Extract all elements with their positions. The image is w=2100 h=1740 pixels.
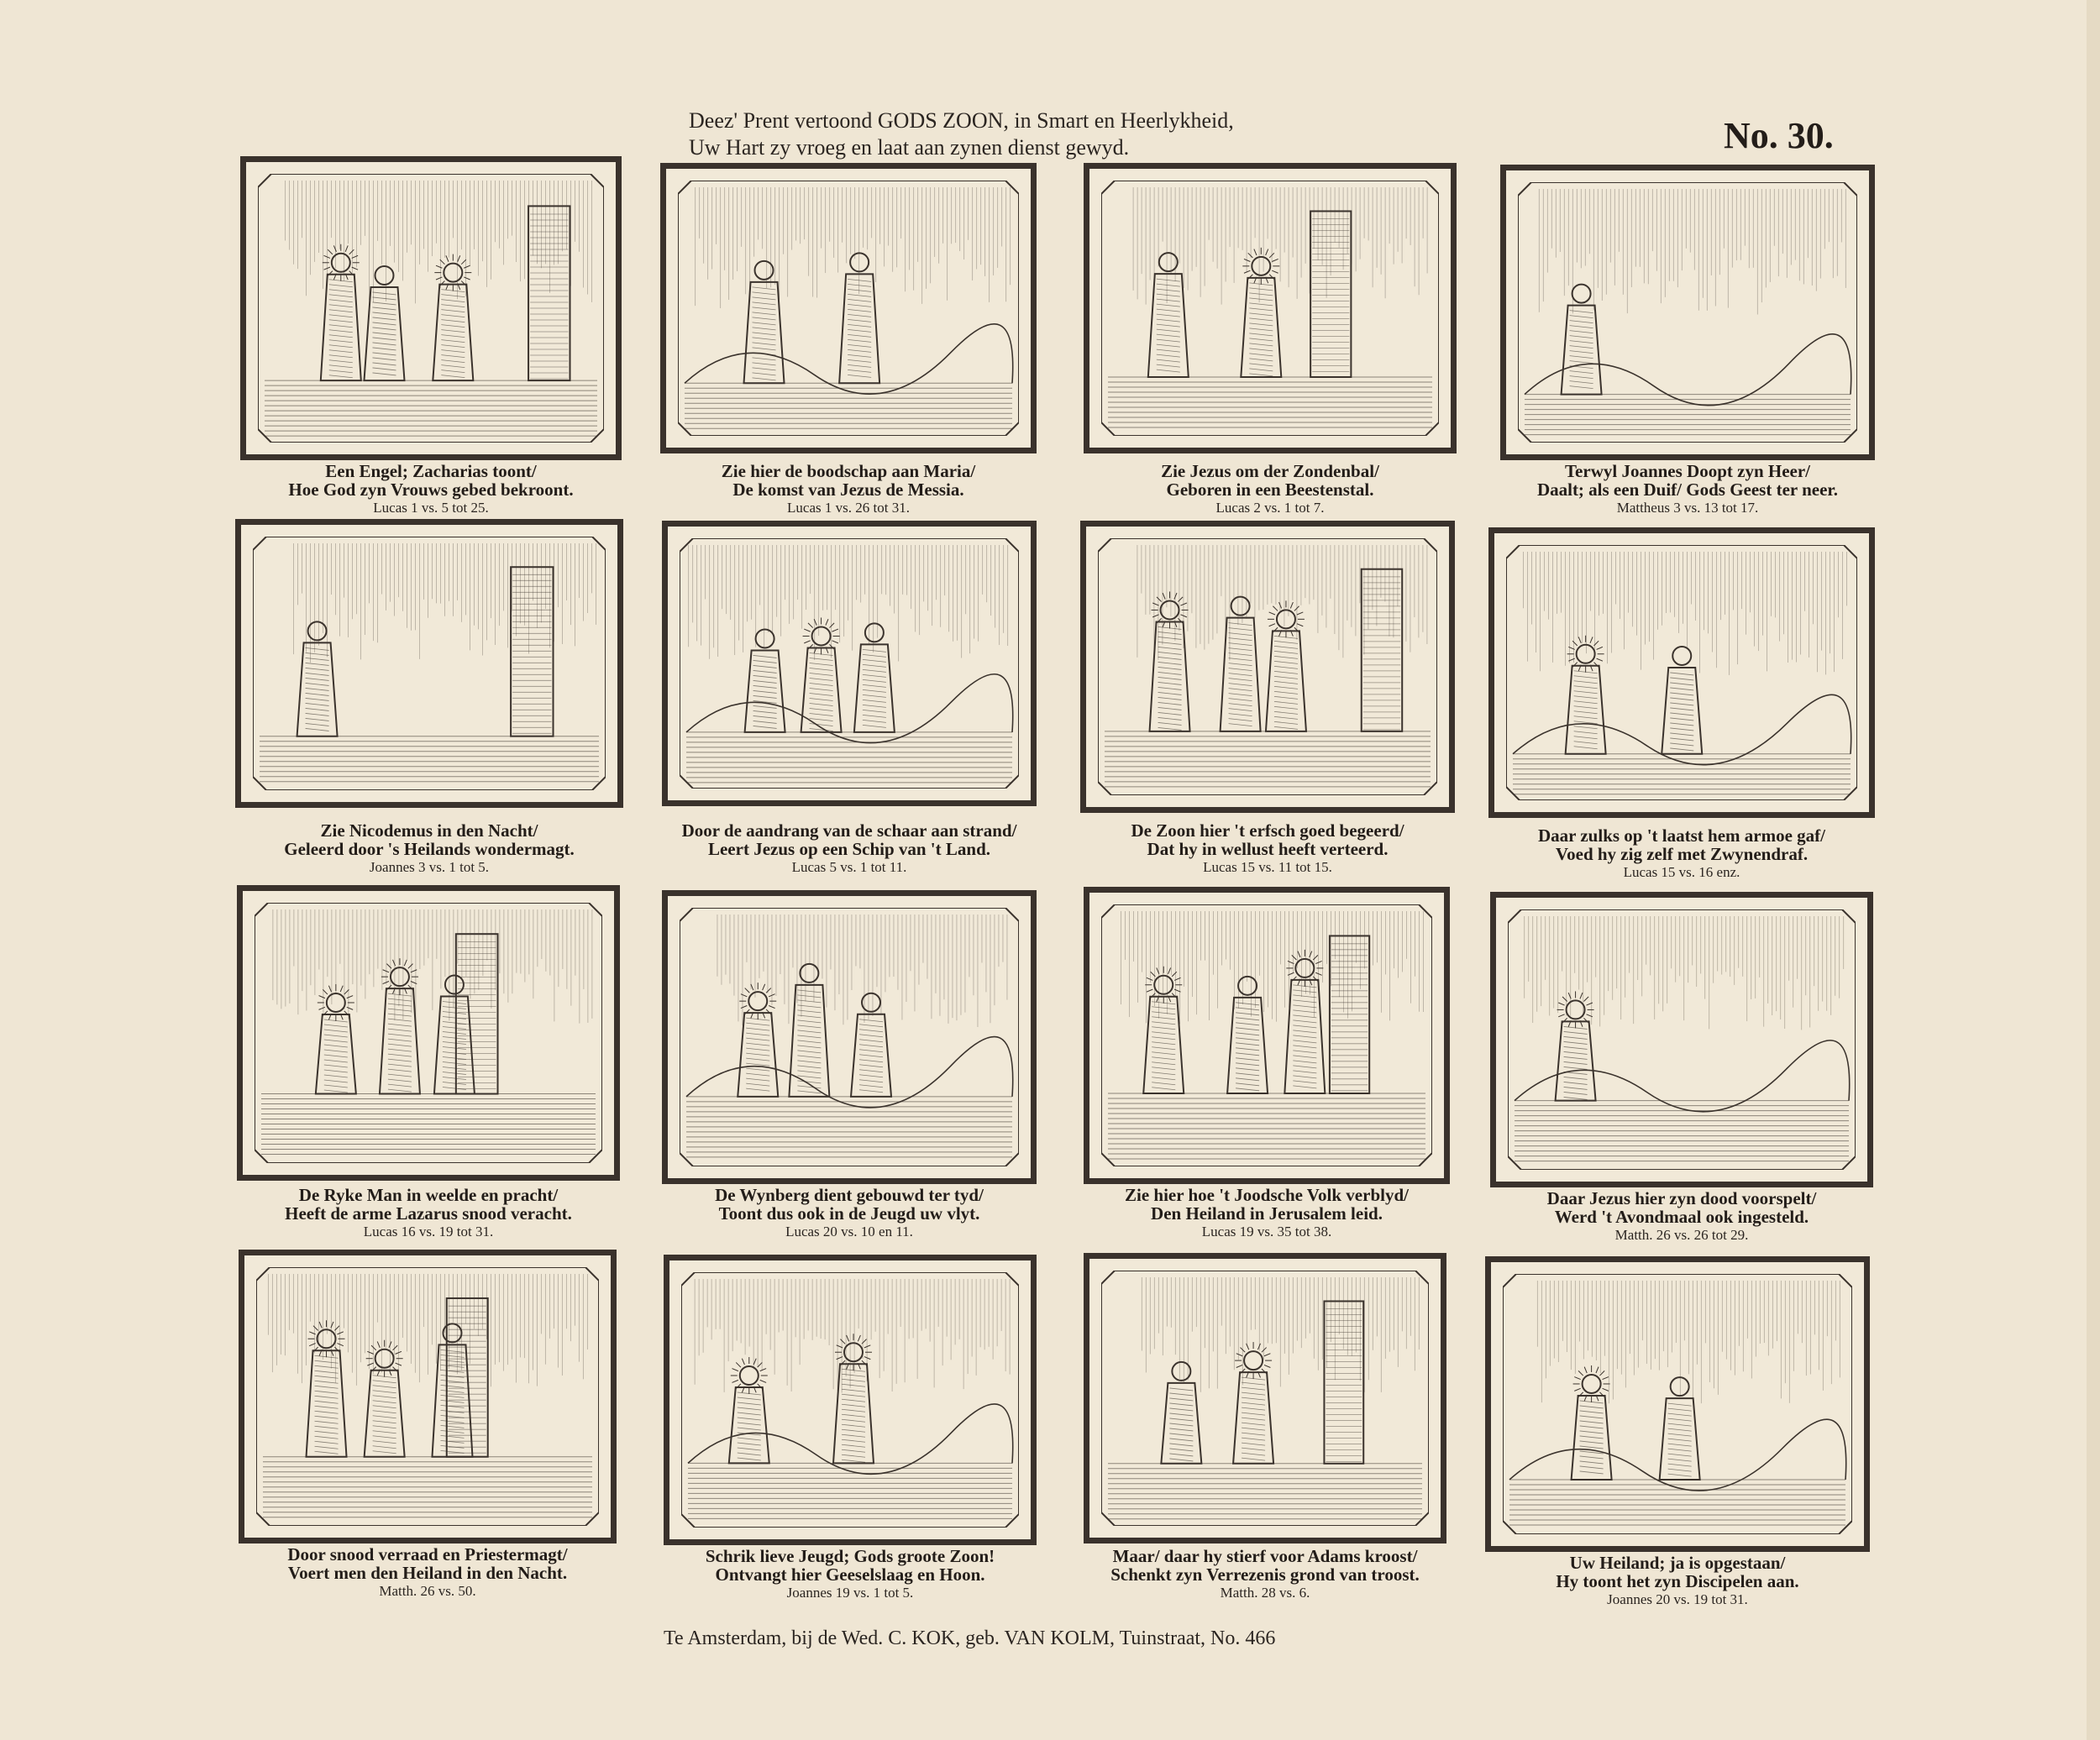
- caption-line-2: Schenkt zyn Verrezenis grond van troost.: [1110, 1564, 1420, 1585]
- woodcut-illustration: [1098, 538, 1437, 795]
- woodcut-panel-9: [237, 885, 620, 1181]
- caption-line-1: Daar Jezus hier zyn dood voorspelt/: [1546, 1188, 1817, 1208]
- scripture-reference: Lucas 5 vs. 1 tot 11.: [791, 859, 907, 875]
- caption-3: [1084, 462, 1457, 517]
- caption-4: [1500, 462, 1875, 517]
- woodcut-illustration: [678, 181, 1019, 436]
- scripture-reference: Lucas 1 vs. 26 tot 31.: [787, 500, 910, 516]
- caption-line-1: Zie Jezus om der Zondenbal/: [1161, 461, 1379, 481]
- scripture-reference: Lucas 1 vs. 5 tot 25.: [373, 500, 489, 516]
- woodcut-frame: [240, 156, 622, 460]
- printer-imprint: Te Amsterdam, bij de Wed. C. KOK, geb. VAN KOLM, Tuinstraat, No. 466: [664, 1627, 1276, 1649]
- woodcut-illustration: [255, 903, 602, 1163]
- caption-line-2: De komst van Jezus de Messia.: [732, 480, 964, 500]
- woodcut-illustration: [1506, 545, 1857, 800]
- woodcut-panel-14: [664, 1255, 1037, 1545]
- woodcut-panel-5: [235, 519, 623, 808]
- caption-line-2: Voert men den Heiland in den Nacht.: [287, 1563, 568, 1583]
- woodcut-frame: [1084, 1253, 1446, 1543]
- woodcut-illustration: [253, 537, 606, 790]
- woodcut-illustration: [1101, 1271, 1429, 1526]
- caption-16: [1485, 1554, 1870, 1609]
- woodcut-panel-12: [1490, 892, 1873, 1187]
- woodcut-illustration: [1101, 904, 1432, 1166]
- caption-line-2: Hy toont het zyn Discipelen aan.: [1556, 1571, 1799, 1591]
- woodcut-panel-3: [1084, 163, 1457, 453]
- woodcut-frame: [664, 1255, 1037, 1545]
- woodcut-panel-1: [240, 156, 622, 460]
- woodcut-frame: [1080, 521, 1455, 813]
- caption-line-2: Toont dus ook in de Jeugd uw vlyt.: [718, 1203, 980, 1224]
- woodcut-illustration: [256, 1267, 599, 1526]
- woodcut-illustration: [1101, 181, 1439, 436]
- caption-line-1: De Wynberg dient gebouwd ter tyd/: [715, 1185, 984, 1205]
- scripture-reference: Joannes 3 vs. 1 tot 5.: [369, 859, 490, 875]
- woodcut-illustration: [680, 538, 1019, 789]
- caption-line-1: Maar/ daar hy stierf voor Adams kroost/: [1112, 1546, 1418, 1566]
- caption-line-1: De Zoon hier 't erfsch goed begeerd/: [1131, 820, 1404, 841]
- caption-line-1: Door snood verraad en Priestermagt/: [287, 1544, 568, 1564]
- caption-line-2: Geboren in een Beestenstal.: [1166, 480, 1374, 500]
- caption-5: [235, 821, 623, 877]
- scripture-reference: Lucas 15 vs. 11 tot 15.: [1203, 859, 1332, 875]
- woodcut-frame: [662, 521, 1037, 806]
- woodcut-panel-11: [1084, 887, 1450, 1184]
- woodcut-illustration: [258, 174, 604, 443]
- sheet-number: No. 30.: [1724, 115, 1834, 156]
- scripture-reference: Joannes 19 vs. 1 tot 5.: [786, 1585, 914, 1601]
- caption-line-2: Daalt; als een Duif/ Gods Geest ter neer.: [1536, 480, 1839, 500]
- woodcut-panel-7: [1080, 521, 1455, 813]
- caption-12: [1490, 1189, 1873, 1245]
- caption-line-2: Voed hy zig zelf met Zwynendraf.: [1555, 844, 1809, 864]
- caption-7: [1080, 821, 1455, 877]
- caption-line-2: Dat hy in wellust heeft verteerd.: [1147, 839, 1389, 859]
- woodcut-frame: [660, 163, 1037, 453]
- caption-line-1: Uw Heiland; ja is opgestaan/: [1569, 1553, 1786, 1573]
- woodcut-frame: [1084, 887, 1450, 1184]
- caption-line-1: Zie Nicodemus in den Nacht/: [320, 820, 538, 841]
- caption-line-2: Ontvangt hier Geeselslaag en Hoon.: [715, 1564, 985, 1585]
- caption-line-1: Zie hier de boodschap aan Maria/: [721, 461, 976, 481]
- caption-8: [1488, 826, 1875, 882]
- caption-line-1: De Ryke Man in weelde en pracht/: [298, 1185, 559, 1205]
- woodcut-illustration: [1508, 909, 1856, 1170]
- woodcut-frame: [1490, 892, 1873, 1187]
- woodcut-frame: [662, 890, 1037, 1184]
- scripture-reference: Matth. 26 vs. 26 tot 29.: [1614, 1227, 1749, 1243]
- caption-10: [662, 1186, 1037, 1241]
- woodcut-panel-13: [239, 1250, 617, 1543]
- scripture-reference: Lucas 19 vs. 35 tot 38.: [1201, 1224, 1332, 1239]
- woodcut-illustration: [1503, 1274, 1852, 1534]
- scripture-reference: Matth. 28 vs. 6.: [1220, 1585, 1310, 1601]
- woodcut-illustration: [681, 1272, 1019, 1528]
- woodcut-frame: [235, 519, 623, 808]
- header-line-2: Uw Hart zy vroeg en laat aan zynen dienst gewyd.: [689, 135, 1130, 160]
- caption-line-2: Hoe God zyn Vrouws gebed bekroont.: [288, 480, 574, 500]
- scripture-reference: Lucas 16 vs. 19 tot 31.: [363, 1224, 494, 1239]
- scripture-reference: Mattheus 3 vs. 13 tot 17.: [1616, 500, 1759, 516]
- caption-line-2: Werd 't Avondmaal ook ingesteld.: [1554, 1207, 1809, 1227]
- scripture-reference: Lucas 15 vs. 16 enz.: [1623, 864, 1740, 880]
- header-line-1: Deez' Prent vertoond GODS ZOON, in Smart en Heerlykheid,: [689, 108, 1234, 133]
- woodcut-panel-2: [660, 163, 1037, 453]
- woodcut-frame: [1488, 527, 1875, 818]
- caption-line-1: Een Engel; Zacharias toont/: [325, 461, 537, 481]
- caption-line-2: Leert Jezus op een Schip van 't Land.: [707, 839, 991, 859]
- woodcut-frame: [1500, 165, 1875, 460]
- scripture-reference: Lucas 2 vs. 1 tot 7.: [1215, 500, 1325, 516]
- woodcut-illustration: [1518, 182, 1857, 443]
- scripture-reference: Matth. 26 vs. 50.: [379, 1583, 476, 1599]
- woodcut-frame: [239, 1250, 617, 1543]
- woodcut-panel-4: [1500, 165, 1875, 460]
- caption-9: [237, 1186, 620, 1241]
- caption-line-1: Terwyl Joannes Doopt zyn Heer/: [1564, 461, 1811, 481]
- caption-line-1: Schrik lieve Jeugd; Gods groote Zoon!: [705, 1546, 995, 1566]
- caption-line-1: Door de aandrang van de schaar aan strand/: [681, 820, 1017, 841]
- caption-line-2: Den Heiland in Jerusalem leid.: [1151, 1203, 1383, 1224]
- caption-11: [1084, 1186, 1450, 1241]
- woodcut-frame: [1485, 1256, 1870, 1552]
- scripture-reference: Lucas 20 vs. 10 en 11.: [785, 1224, 913, 1239]
- woodcut-illustration: [680, 908, 1019, 1166]
- woodcut-panel-16: [1485, 1256, 1870, 1552]
- woodcut-frame: [1084, 163, 1457, 453]
- caption-line-2: Heeft de arme Lazarus snood veracht.: [285, 1203, 572, 1224]
- caption-1: [240, 462, 622, 517]
- caption-line-2: Geleerd door 's Heilands wondermagt.: [284, 839, 575, 859]
- caption-6: [662, 821, 1037, 877]
- caption-13: [239, 1545, 617, 1601]
- header-verse: [689, 107, 1445, 161]
- woodcut-panel-6: [662, 521, 1037, 806]
- caption-2: [660, 462, 1037, 517]
- caption-15: [1084, 1547, 1446, 1602]
- caption-14: [664, 1547, 1037, 1602]
- caption-line-1: Daar zulks op 't laatst hem armoe gaf/: [1538, 825, 1825, 846]
- woodcut-panel-8: [1488, 527, 1875, 818]
- woodcut-panel-10: [662, 890, 1037, 1184]
- woodcut-panel-15: [1084, 1253, 1446, 1543]
- caption-line-1: Zie hier hoe 't Joodsche Volk verblyd/: [1125, 1185, 1409, 1205]
- woodcut-frame: [237, 885, 620, 1181]
- scripture-reference: Joannes 20 vs. 19 tot 31.: [1607, 1591, 1748, 1607]
